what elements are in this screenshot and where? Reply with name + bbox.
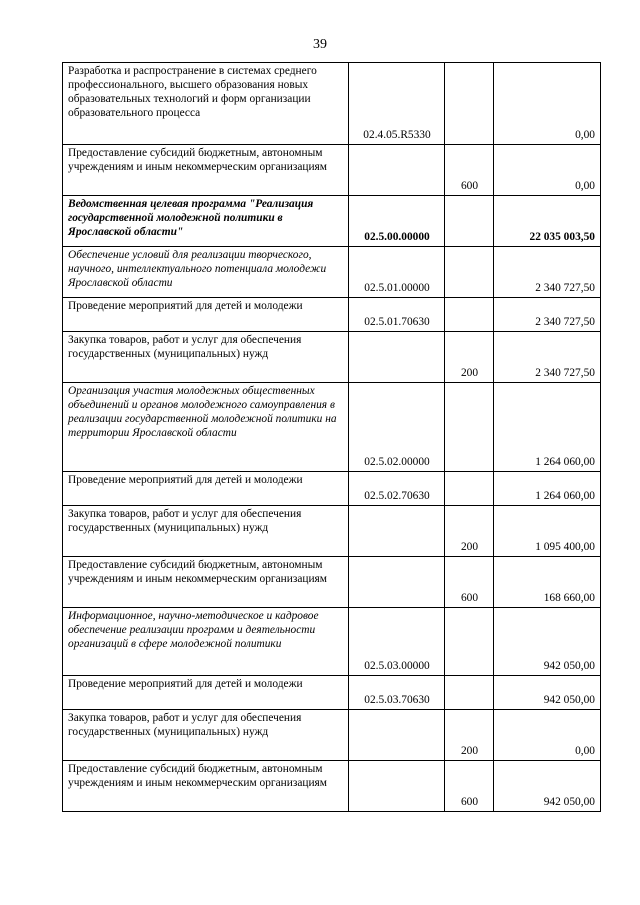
row-name-cell: Проведение мероприятий для детей и молодежи <box>63 676 349 710</box>
row-amount-cell: 942 050,00 <box>494 676 601 710</box>
row-amount-cell: 942 050,00 <box>494 608 601 676</box>
row-name-cell: Информационное, научно-методическое и кадровое обеспечение реализации программ и деятельности организаций в сфере молодежной политики <box>63 608 349 676</box>
row-name-cell: Закупка товаров, работ и услуг для обеспечения государственных (муниципальных) нужд <box>63 710 349 761</box>
row-amount-cell: 0,00 <box>494 63 601 145</box>
row-amount-cell: 168 660,00 <box>494 557 601 608</box>
table-row <box>63 557 601 608</box>
row-code-cell: 02.5.03.70630 <box>349 676 445 710</box>
row-code-cell <box>349 710 445 761</box>
row-name-cell: Организация участия молодежных общественных объединений и органов молодежного самоуправления в реализации государственной молодежной политики на территории Ярославской области <box>63 383 349 472</box>
row-code-cell: 02.5.01.70630 <box>349 298 445 332</box>
row-expense-type-cell: 600 <box>445 145 494 196</box>
row-code-cell <box>349 506 445 557</box>
row-amount-cell: 1 264 060,00 <box>494 472 601 506</box>
table-row <box>63 710 601 761</box>
row-code-cell <box>349 145 445 196</box>
budget-table-body <box>63 63 601 812</box>
row-code-cell <box>349 557 445 608</box>
row-name-cell: Разработка и распространение в системах среднего профессионального, высшего образования новых образовательных технологий и форм организации образовательного процесса <box>63 63 349 145</box>
row-amount-cell: 0,00 <box>494 145 601 196</box>
table-row <box>63 63 601 145</box>
row-expense-type-cell <box>445 383 494 472</box>
row-code-cell <box>349 761 445 812</box>
row-name-cell: Закупка товаров, работ и услуг для обеспечения государственных (муниципальных) нужд <box>63 506 349 557</box>
row-name-cell: Предоставление субсидий бюджетным, автономным учреждениям и иным некоммерческим организациям <box>63 761 349 812</box>
row-amount-cell: 2 340 727,50 <box>494 247 601 298</box>
row-amount-cell: 22 035 003,50 <box>494 196 601 247</box>
table-row <box>63 676 601 710</box>
row-expense-type-cell: 200 <box>445 710 494 761</box>
row-expense-type-cell <box>445 247 494 298</box>
row-expense-type-cell <box>445 608 494 676</box>
row-code-cell: 02.5.02.70630 <box>349 472 445 506</box>
row-amount-cell: 2 340 727,50 <box>494 332 601 383</box>
row-name-cell: Обеспечение условий для реализации творческого, научного, интеллектуального потенциала молодежи Ярославской области <box>63 247 349 298</box>
row-code-cell: 02.5.02.00000 <box>349 383 445 472</box>
row-code-cell: 02.4.05.R5330 <box>349 63 445 145</box>
table-row <box>63 383 601 472</box>
table-row <box>63 247 601 298</box>
row-name-cell: Закупка товаров, работ и услуг для обеспечения государственных (муниципальных) нужд <box>63 332 349 383</box>
row-code-cell: 02.5.03.00000 <box>349 608 445 676</box>
row-name-cell: Предоставление субсидий бюджетным, автономным учреждениям и иным некоммерческим организациям <box>63 145 349 196</box>
row-expense-type-cell <box>445 298 494 332</box>
row-expense-type-cell <box>445 196 494 247</box>
row-amount-cell: 0,00 <box>494 710 601 761</box>
table-row <box>63 608 601 676</box>
page-number: 39 <box>313 37 327 52</box>
row-expense-type-cell: 200 <box>445 332 494 383</box>
row-expense-type-cell: 600 <box>445 557 494 608</box>
row-name-cell: Предоставление субсидий бюджетным, автономным учреждениям и иным некоммерческим организациям <box>63 557 349 608</box>
row-expense-type-cell <box>445 63 494 145</box>
table-row <box>63 298 601 332</box>
row-code-cell: 02.5.00.00000 <box>349 196 445 247</box>
row-amount-cell: 2 340 727,50 <box>494 298 601 332</box>
table-row <box>63 472 601 506</box>
row-amount-cell: 1 095 400,00 <box>494 506 601 557</box>
row-name-cell: Проведение мероприятий для детей и молодежи <box>63 298 349 332</box>
row-expense-type-cell: 200 <box>445 506 494 557</box>
row-expense-type-cell <box>445 472 494 506</box>
row-code-cell: 02.5.01.00000 <box>349 247 445 298</box>
table-row <box>63 506 601 557</box>
row-amount-cell: 1 264 060,00 <box>494 383 601 472</box>
budget-table <box>62 62 601 812</box>
row-expense-type-cell: 600 <box>445 761 494 812</box>
row-name-cell: Проведение мероприятий для детей и молодежи <box>63 472 349 506</box>
row-amount-cell: 942 050,00 <box>494 761 601 812</box>
table-row <box>63 761 601 812</box>
row-expense-type-cell <box>445 676 494 710</box>
table-row <box>63 196 601 247</box>
table-row <box>63 332 601 383</box>
row-code-cell <box>349 332 445 383</box>
row-name-cell: Ведомственная целевая программа "Реализация государственной молодежной политики в Ярославской области" <box>63 196 349 247</box>
table-row <box>63 145 601 196</box>
